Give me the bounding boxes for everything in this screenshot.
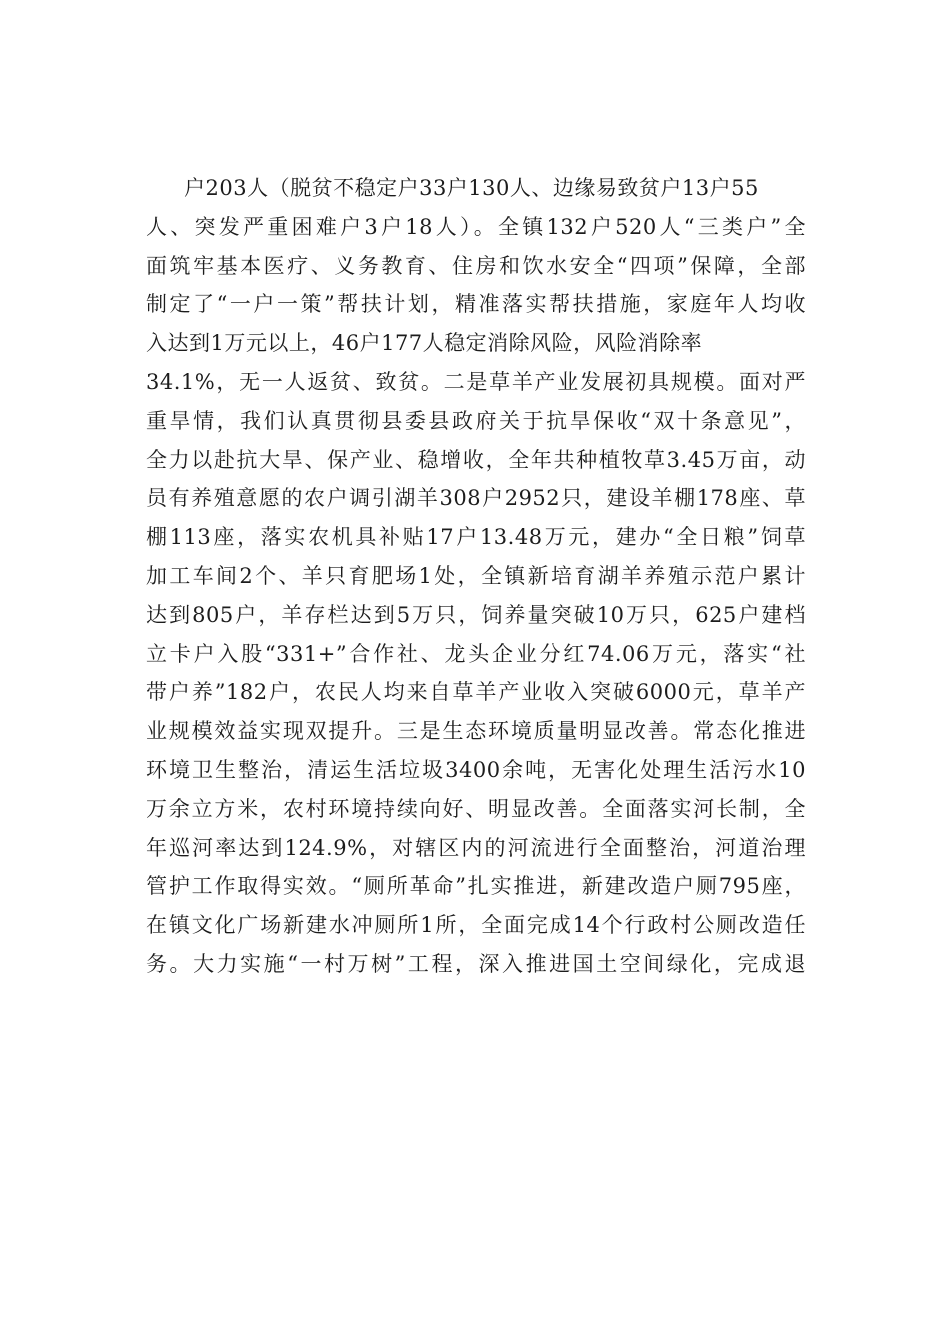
text-line: 员有养殖意愿的农户调引湖羊308户2952只，建设羊棚178座、草: [146, 486, 806, 511]
text-line: 重旱情，我们认真贯彻县委县政府关于抗旱保收“双十条意见”，: [146, 408, 806, 433]
text-line: 环境卫生整治，清运生活垃圾3400余吨，无害化处理生活污水10: [146, 757, 806, 782]
text-line: 务。大力实施“一村万树”工程，深入推进国土空间绿化，完成退: [146, 951, 806, 976]
text-line: 管护工作取得实效。“厕所革命”扎实推进，新建改造户厕795座，: [146, 874, 806, 899]
text-line: 户203人（脱贫不稳定户33户130人、边缘易致贫户13户55: [184, 176, 759, 200]
text-line: 面筑牢基本医疗、义务教育、住房和饮水安全“四项”保障，全部: [146, 253, 806, 278]
text-line: 34.1%，无一人返贫、致贫。二是草羊产业发展初具规模。面对严: [146, 369, 806, 394]
text-line: 万余立方米，农村环境持续向好、明显改善。全面落实河长制，全: [146, 796, 806, 821]
text-line: 制定了“一户一策”帮扶计划，精准落实帮扶措施，家庭年人均收: [146, 292, 806, 317]
text-line: 全力以赴抗大旱、保产业、稳增收，全年共种植牧草3.45万亩，动: [146, 447, 806, 472]
text-line: 棚113座，落实农机具补贴17户13.48万元，建办“全日粮”饲草: [146, 525, 806, 550]
text-line: 立卡户入股“331+”合作社、龙头企业分红74.06万元，落实“社: [146, 641, 806, 666]
text-line: 在镇文化广场新建水冲厕所1所，全面完成14个行政村公厕改造任: [146, 913, 806, 938]
text-line: 加工车间2个、羊只育肥场1处，全镇新培育湖羊养殖示范户累计: [146, 563, 806, 588]
text-line: 年巡河率达到124.9%，对辖区内的河流进行全面整治，河道治理: [146, 835, 806, 860]
text-line: 入达到1万元以上，46户177人稳定消除风险，风险消除率: [146, 331, 703, 356]
text-line: 业规模效益实现双提升。三是生态环境质量明显改善。常态化推进: [146, 719, 806, 744]
text-line: 达到805户，羊存栏达到5万只，饲养量突破10万只，625户建档: [146, 602, 806, 627]
text-line: 带户养”182户，农民人均来自草羊产业收入突破6000元，草羊产: [146, 680, 806, 705]
body-text: [146, 169, 806, 984]
text-line: 人、突发严重困难户3户18人）。全镇132户520人“三类户”全: [146, 214, 806, 239]
